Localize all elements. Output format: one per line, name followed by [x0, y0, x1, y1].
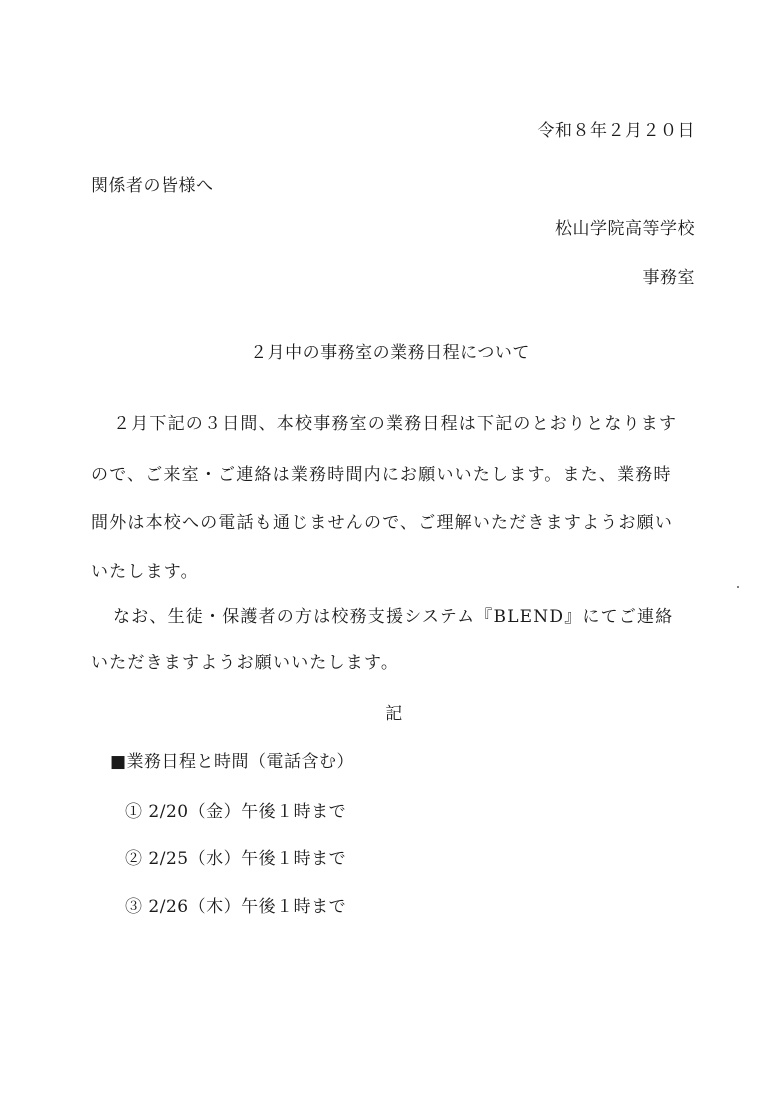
addressee: 関係者の皆様へ: [91, 176, 214, 196]
schedule-item-1: ① 2/20（金）午後１時まで: [125, 802, 347, 822]
body-paragraph2-line2: いただきますようお願いいたします。: [91, 653, 400, 673]
body-paragraph2-line1: なお、生徒・保護者の方は校務支援システム『BLEND』にてご連絡: [113, 607, 674, 627]
schedule-item-2: ② 2/25（水）午後１時まで: [125, 849, 347, 869]
document-date: 令和８年２月２０日: [537, 121, 695, 141]
body-paragraph1-line2: ので、ご来室・ご連絡は業務時間内にお願いいたします。また、業務時: [91, 465, 672, 485]
schedule-heading: ■業務日程と時間（電話含む）: [110, 752, 355, 772]
body-paragraph1-line3: 間外は本校への電話も通じませんので、ご理解いただきますようお願い: [91, 513, 674, 533]
sender-department: 事務室: [642, 268, 695, 288]
schedule-item-3: ③ 2/26（木）午後１時まで: [125, 897, 347, 917]
sender-organization: 松山学院高等学校: [555, 219, 695, 239]
scan-speck: [737, 586, 739, 588]
body-paragraph1-line4: いたします。: [91, 562, 199, 582]
body-paragraph1-line1: ２月下記の３日間、本校事務室の業務日程は下記のとおりとなります: [113, 414, 678, 434]
ki-marker: 記: [385, 704, 403, 724]
document-title: ２月中の事務室の業務日程について: [250, 343, 530, 363]
